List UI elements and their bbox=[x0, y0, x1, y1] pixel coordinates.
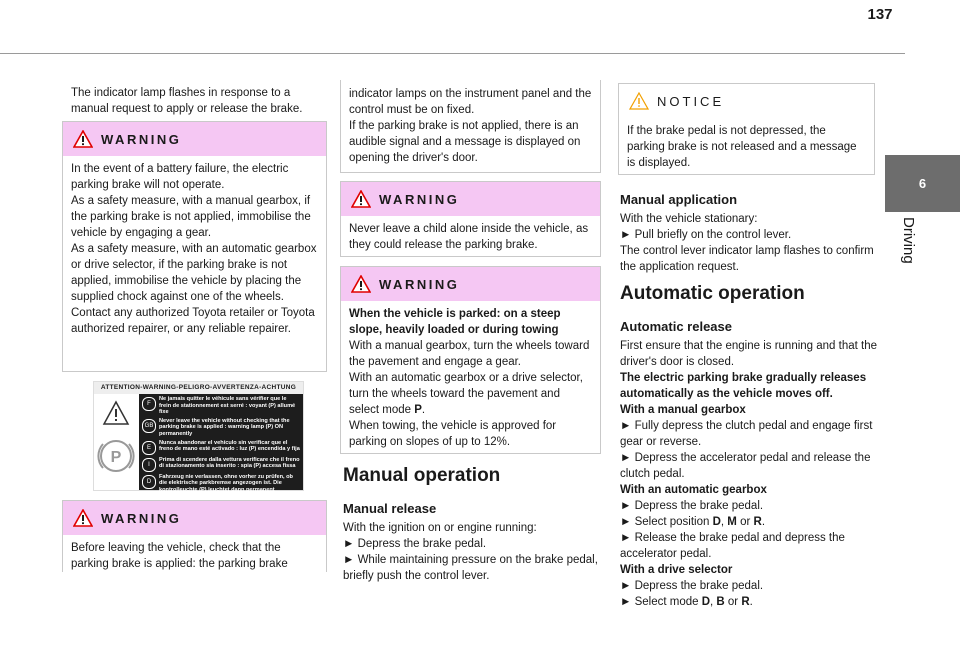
notice-text: If the brake pedal is not depressed, the parking brake is not released and a message is displayed. bbox=[627, 125, 857, 169]
label-lang-code: F bbox=[142, 397, 156, 411]
warning-header bbox=[63, 122, 326, 156]
mode-letter: R bbox=[741, 596, 750, 608]
body-text bbox=[620, 514, 878, 530]
warning-body bbox=[63, 156, 326, 345]
warning-text: When towing, the vehicle is approved for parking on slopes of up to 12%. bbox=[349, 420, 557, 448]
manual-application-text bbox=[620, 211, 875, 275]
bold-text bbox=[620, 562, 878, 578]
label-symbols bbox=[94, 394, 139, 490]
warning-text: Contact any authorized Toyota retailer or Toyota authorized repairer, or any reliable repairer. bbox=[71, 307, 315, 335]
bold-run: With a drive selector bbox=[620, 564, 733, 576]
warning-header bbox=[341, 182, 600, 216]
bold-condition: When the vehicle is parked: on a steep slope, heavily loaded or during towing bbox=[349, 308, 561, 336]
body-text: ► Pull briefly on the control lever. bbox=[620, 229, 792, 241]
warning-text bbox=[349, 370, 592, 418]
page-number: 137 bbox=[867, 6, 893, 23]
warning-box-parking-slope bbox=[340, 266, 601, 454]
warning-title: WARNING bbox=[379, 277, 460, 292]
mode-letter: D bbox=[701, 596, 711, 608]
bold-text bbox=[620, 482, 878, 498]
body-text: The control lever indicator lamp flashes to confirm the application request. bbox=[620, 245, 874, 273]
body-text: ► Depress the brake pedal. bbox=[620, 500, 764, 512]
notice-icon bbox=[629, 92, 649, 110]
bold-run: The electric parking brake gradually releases automatically as the vehicle moves off. bbox=[620, 372, 867, 400]
bold-run: With a manual gearbox bbox=[620, 404, 746, 416]
text-run: With an automatic gearbox or a drive selector, turn the wheels toward the pavement and select mode bbox=[349, 372, 583, 416]
warning-icon bbox=[351, 190, 371, 208]
warning-title: WARNING bbox=[101, 511, 182, 526]
body-text: ► Depress the brake pedal. bbox=[620, 580, 764, 592]
warning-box-continued bbox=[340, 80, 601, 173]
body-text: ► Release the brake pedal and depress the accelerator pedal. bbox=[620, 532, 845, 560]
manual-release-text bbox=[343, 520, 598, 584]
label-row bbox=[142, 396, 300, 416]
warning-text: indicator lamps on the instrument panel and the control must be on fixed. bbox=[349, 88, 592, 116]
warning-icon bbox=[73, 130, 93, 148]
label-text-panel bbox=[139, 394, 303, 493]
label-symbols-drawing bbox=[94, 394, 139, 490]
bold-run: With an automatic gearbox bbox=[620, 484, 767, 496]
warning-text: Before leaving the vehicle, check that the parking brake is applied: the parking brake bbox=[71, 542, 288, 570]
label-lang-code: I bbox=[142, 458, 156, 472]
notice-title: NOTICE bbox=[657, 94, 725, 109]
warning-body bbox=[341, 301, 600, 458]
mode-letter: B bbox=[716, 596, 725, 608]
label-lang-code: D bbox=[142, 475, 156, 489]
body-text bbox=[620, 594, 878, 610]
notice-header bbox=[619, 84, 874, 118]
bold-text bbox=[620, 402, 878, 418]
section-heading-manual-operation: Manual operation bbox=[343, 465, 501, 486]
warning-title: WARNING bbox=[101, 132, 182, 147]
notice-box bbox=[618, 83, 875, 175]
warning-text: If the parking brake is not applied, there is an audible signal and a message is displayed on opening the driver's door. bbox=[349, 120, 581, 164]
label-lang-code: E bbox=[142, 441, 156, 455]
label-row-text: Fahrzeug nie verlassen, ohne vorher zu prüfen, ob die elektrische parkbremse angezogen ist. Die kontrolleuchte (P) leuchtet dann permanent bbox=[159, 473, 293, 493]
warning-text: In the event of a battery failure, the electric parking brake will not operate. bbox=[71, 163, 289, 191]
body-text: ► While maintaining pressure on the brake pedal, briefly push the control lever. bbox=[343, 554, 598, 582]
header-divider bbox=[0, 53, 905, 54]
body-text: With the vehicle stationary: bbox=[620, 213, 758, 225]
warning-text: Never leave a child alone inside the vehicle, as they could release the parking brake. bbox=[349, 223, 589, 251]
warning-body bbox=[341, 216, 600, 261]
label-row-text: Ne jamais quitter le véhicule sans vérifier que le frein de stationnement est serré : voyant (P) allumé fixe bbox=[159, 396, 296, 416]
body-text: First ensure that the engine is running and that the driver's door is closed. bbox=[620, 340, 877, 368]
warning-box-battery bbox=[62, 121, 327, 372]
warning-body bbox=[63, 535, 326, 580]
mode-letter: P bbox=[414, 404, 422, 416]
label-row-text: Nunca abandonar el vehículo sin verificar que el freno de mano esté activado : luz (P) encendida y fija bbox=[159, 439, 300, 453]
mode-letter: M bbox=[727, 516, 737, 528]
intro-text: The indicator lamp flashes in response to a manual request to apply or release the brake. bbox=[71, 87, 303, 115]
warning-text: With a manual gearbox, turn the wheels toward the pavement and engage a gear. bbox=[349, 340, 590, 368]
subheading-manual-release: Manual release bbox=[343, 501, 437, 516]
parking-brake-warning-label bbox=[93, 381, 304, 491]
body-text: ► Depress the brake pedal. bbox=[343, 538, 487, 550]
automatic-release-text bbox=[620, 338, 878, 610]
body-text: ► Fully depress the clutch pedal and engage first gear or reverse. bbox=[620, 420, 873, 448]
text-run: ► Select position bbox=[620, 516, 713, 528]
warning-body bbox=[341, 80, 600, 174]
label-row bbox=[142, 418, 300, 438]
chapter-title-text: Driving bbox=[900, 217, 917, 264]
text-run: , bbox=[720, 516, 728, 528]
svg-text:P: P bbox=[110, 449, 122, 466]
label-lang-code: GB bbox=[142, 419, 156, 433]
text-run: . bbox=[421, 404, 426, 416]
warning-icon bbox=[351, 275, 371, 293]
notice-body bbox=[619, 118, 874, 179]
text-run: . bbox=[761, 516, 766, 528]
warning-header bbox=[341, 267, 600, 301]
text-run: . bbox=[749, 596, 753, 608]
text-run: or bbox=[736, 516, 754, 528]
warning-text: As a safety measure, with an automatic gearbox or drive selector, if the parking brake is not applied, immobilise the vehicle by placing the supplied chock against one of the wheels. bbox=[71, 243, 317, 303]
chapter-tab[interactable]: 6 bbox=[885, 155, 960, 212]
text-run: , bbox=[710, 596, 717, 608]
chapter-title bbox=[897, 217, 917, 277]
warning-box-child bbox=[340, 181, 601, 257]
bold-text bbox=[620, 370, 878, 402]
mode-letter: D bbox=[712, 516, 721, 528]
mode-letter: R bbox=[753, 516, 762, 528]
label-row-text: Prima di scendere dalla vettura verificare che il freno di stazionamento sia inserito : spia (P) accesa fissa bbox=[159, 456, 300, 470]
warning-icon bbox=[73, 509, 93, 527]
text-run: or bbox=[724, 596, 742, 608]
label-row bbox=[142, 474, 300, 494]
warning-box-leaving bbox=[62, 500, 327, 572]
label-row bbox=[142, 440, 300, 455]
warning-header bbox=[63, 501, 326, 535]
subheading-automatic-release: Automatic release bbox=[620, 319, 732, 334]
warning-bold-text bbox=[349, 306, 592, 338]
label-row-text: Never leave the vehicle without checking that the parking brake is applied : warning lamp (P) ON permanently bbox=[159, 417, 290, 437]
section-heading-automatic-operation: Automatic operation bbox=[620, 283, 805, 304]
body-text: ► Depress the accelerator pedal and release the clutch pedal. bbox=[620, 452, 871, 480]
label-row bbox=[142, 457, 300, 472]
subheading-manual-application: Manual application bbox=[620, 192, 738, 207]
label-header: ATTENTION-WARNING-PELIGRO-AVVERTENZA-ACHTUNG bbox=[94, 382, 303, 394]
warning-text: As a safety measure, with a manual gearbox, if the parking brake is not applied, immobilise the vehicle by engaging a gear. bbox=[71, 195, 311, 239]
text-run: ► Select mode bbox=[620, 596, 702, 608]
body-text: With the ignition on or engine running: bbox=[343, 522, 537, 534]
warning-title: WARNING bbox=[379, 192, 460, 207]
